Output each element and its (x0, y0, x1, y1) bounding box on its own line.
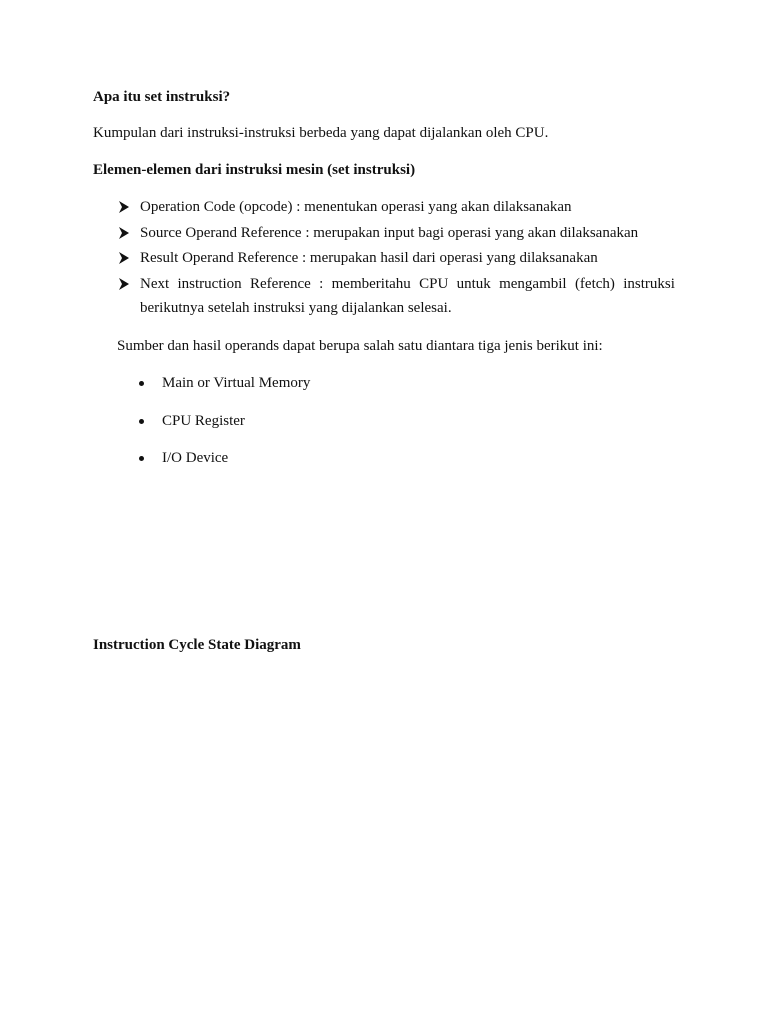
word: mengambil (499, 276, 567, 292)
list-item-text: Source Operand Reference : merupakan input bagi operasi yang akan dilaksanakan (140, 225, 639, 241)
arrowhead-bullet-icon (117, 277, 131, 291)
definition-paragraph: Kumpulan dari instruksi-instruksi berbeda yang dapat dijalankan oleh CPU. (93, 125, 549, 141)
list-item-continuation: berikutnya setelah instruksi yang dijalankan selesai. (140, 300, 452, 316)
arrowhead-bullet-icon (117, 251, 131, 265)
arrowhead-bullet-icon (117, 200, 131, 214)
operand-type-item: I/O Device (162, 450, 229, 466)
word: untuk (456, 276, 491, 292)
round-bullet-icon (139, 381, 144, 386)
heading-instruction-cycle: Instruction Cycle State Diagram (93, 637, 301, 653)
word: : (319, 276, 324, 292)
operand-type-item: CPU Register (162, 413, 245, 429)
round-bullet-icon (139, 456, 144, 461)
word: (fetch) (574, 276, 615, 292)
operands-intro-paragraph: Sumber dan hasil operands dapat berupa salah satu diantara tiga jenis berikut ini: (117, 338, 603, 354)
word: instruction (177, 276, 242, 292)
word: Reference (250, 276, 311, 292)
word: instruksi (623, 276, 675, 292)
heading-apa-itu-set-instruksi: Apa itu set instruksi? (93, 89, 231, 105)
word: CPU (419, 276, 449, 292)
list-item-text (140, 277, 675, 292)
round-bullet-icon (139, 419, 144, 424)
list-item-text: Operation Code (opcode) : menentukan operasi yang akan dilaksanakan (140, 199, 572, 215)
heading-elemen-instruksi: Elemen-elemen dari instruksi mesin (set instruksi) (93, 162, 416, 178)
word: memberitahu (331, 276, 411, 292)
list-item-text: Result Operand Reference : merupakan hasil dari operasi yang dilaksanakan (140, 250, 598, 266)
arrowhead-bullet-icon (117, 226, 131, 240)
operand-type-item: Main or Virtual Memory (162, 375, 311, 391)
word: Next (140, 276, 170, 292)
